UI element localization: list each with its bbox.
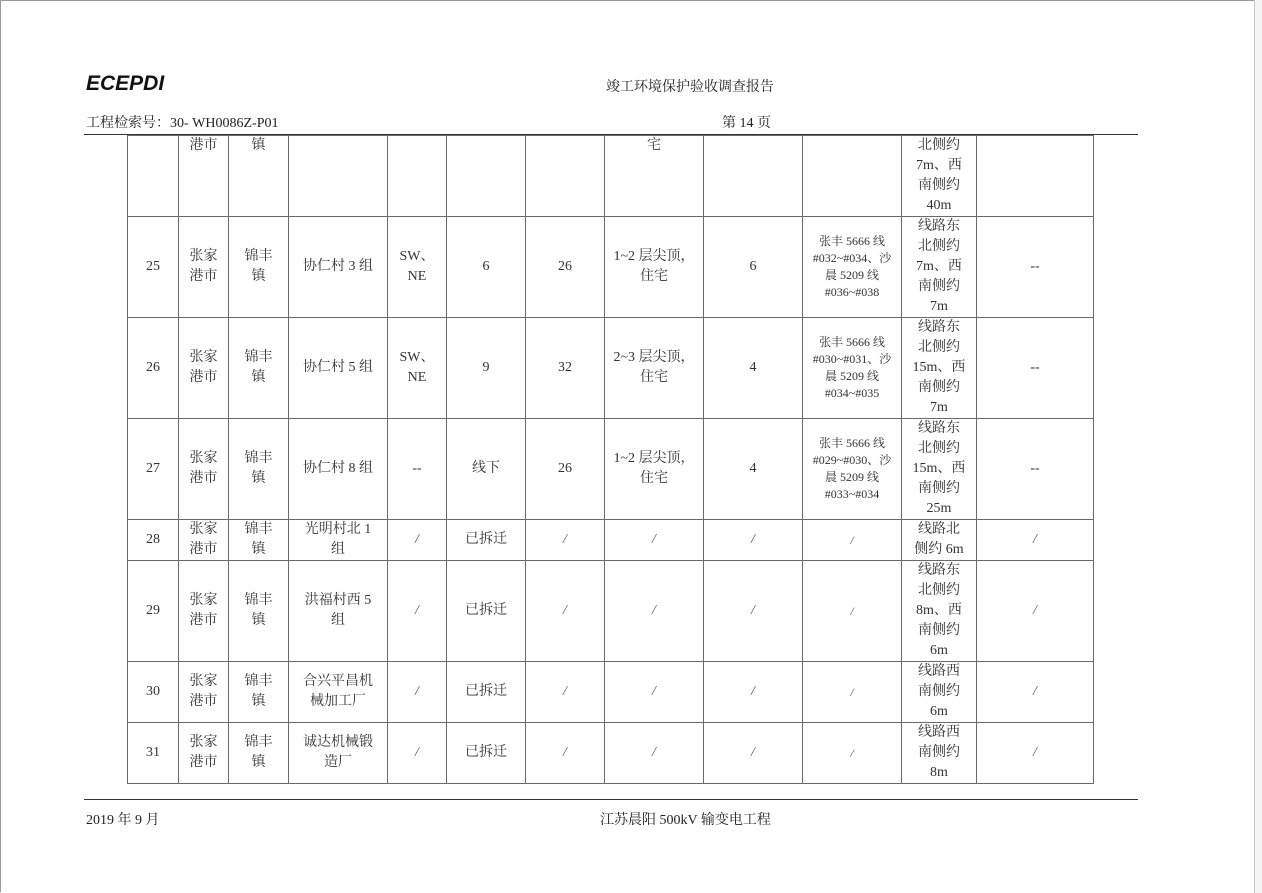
cell-households [526,136,605,217]
cell-remarks [977,662,1094,723]
cell-text-line: 8m [930,765,948,780]
cell-remarks [977,520,1094,561]
cell-direction [388,318,447,419]
cell-text-line: 26 [558,461,572,476]
cell-text-line: / [1033,603,1037,618]
cell-text-line: 7m [930,299,948,314]
cell-distance [447,561,526,662]
cell-text-line: SW、 [399,249,435,264]
table-row [128,419,1094,520]
cell-text-line: 2~3 层尖顶， [613,350,695,365]
cell-text-line: 南侧约 [918,481,960,496]
cell-line-position [902,318,977,419]
cell-text-line: 港市 [189,613,218,628]
cell-text-line: 镇 [251,138,266,153]
report-date: 2019 年 9 月 [86,813,160,828]
cell-text-line: 32 [558,360,572,375]
cell-text-line: 协仁村 3 组 [303,259,373,274]
cell-city [179,520,229,561]
cell-text-line: 组 [331,613,345,628]
cell-text-line: 锦丰 [244,249,273,264]
cell-text-line: / [415,532,419,547]
cell-line-towers [803,723,902,784]
cell-households [526,318,605,419]
cell-text-line: 25 [146,259,160,274]
cell-town [229,217,289,318]
cell-text-line: 北侧约 [918,583,960,598]
cell-line-position [902,723,977,784]
cell-distance [447,419,526,520]
cell-text-line: / [652,684,656,699]
cell-text-line: 港市 [189,269,218,284]
cell-households [526,419,605,520]
cell-text-line: / [850,745,854,760]
cell-text-line: 4 [749,360,757,375]
cell-text-line: 锦丰 [244,735,273,750]
cell-text-line: -- [1030,360,1040,375]
cell-building-type [605,561,704,662]
cell-text-line: -- [412,461,422,476]
cell-text-line: 张家 [189,674,218,689]
cell-row-index [128,318,179,419]
cell-building-type [605,520,704,561]
cell-text-line: 7m、西 [916,259,962,274]
cell-text-line: 晨 5209 线 [824,369,879,383]
cell-text-line: 张丰 5666 线 [818,335,885,349]
brand-logo-text: ECEPDI [86,72,165,95]
cell-households [526,217,605,318]
cell-town [229,419,289,520]
cell-distance [447,217,526,318]
cell-location [289,419,388,520]
cell-line-position [902,419,977,520]
cell-line-towers [803,662,902,723]
cell-text-line: -- [1030,461,1040,476]
cell-text-line: 7m、西 [916,158,962,173]
cell-text-line: 港市 [189,471,218,486]
cell-city [179,217,229,318]
cell-text-line: 港市 [189,694,218,709]
cell-line-position [902,520,977,561]
cell-text-line: 26 [558,259,572,274]
cell-city [179,318,229,419]
cell-text-line: #033~#034 [824,487,880,501]
cell-text-line: / [1033,532,1037,547]
cell-text-line: 港市 [189,542,218,557]
cell-text-line: 协仁村 8 组 [303,461,373,476]
cell-building-type [605,136,704,217]
cell-text-line: 15m、西 [912,461,966,476]
cell-text-line: 线路东 [918,421,960,436]
cell-text-line: 6 [749,259,757,274]
cell-text-line: NE [407,370,427,385]
cell-text-line: 锦丰 [244,350,273,365]
page-number: 第 14 页 [722,116,771,131]
cell-text-line: 北侧约 [918,340,960,355]
cell-text-line: 线路东 [918,563,960,578]
cell-text-line: 锦丰 [244,593,273,608]
cell-floors [704,419,803,520]
cell-text-line: 已拆迁 [465,532,507,547]
cell-text-line: 镇 [251,269,266,284]
cell-text-line: 6 [482,259,490,274]
cell-text-line: 25m [926,501,952,516]
cell-text-line: 械加工厂 [310,694,366,709]
cell-remarks [977,723,1094,784]
cell-distance [447,318,526,419]
cell-text-line: 晨 5209 线 [824,470,879,484]
cell-text-line: 26 [146,360,160,375]
cell-text-line: / [415,684,419,699]
cell-text-line: #029~#030、沙 [812,453,892,467]
cell-text-line: 4 [749,461,757,476]
cell-text-line: 镇 [251,694,266,709]
cell-text-line: 张丰 5666 线 [818,436,885,450]
cell-text-line: 协仁村 5 组 [303,360,373,375]
cell-row-index [128,419,179,520]
cell-text-line: 线路东 [918,320,960,335]
cell-line-towers [803,136,902,217]
cell-text-line: / [751,532,755,547]
cell-location [289,723,388,784]
cell-text-line: / [751,745,755,760]
cell-households [526,520,605,561]
cell-text-line: / [751,684,755,699]
cell-text-line: 南侧约 [918,745,960,760]
cell-text-line: 侧约 6m [914,542,964,557]
cell-text-line: -- [1030,259,1040,274]
cell-town [229,520,289,561]
table-body [128,136,1094,784]
cell-text-line: 7m [930,400,948,415]
cell-row-index [128,561,179,662]
cell-location [289,561,388,662]
cell-text-line: 40m [926,198,952,213]
cell-text-line: / [652,532,656,547]
cell-text-line: / [850,532,854,547]
cell-text-line: #036~#038 [824,285,880,299]
cell-line-position [902,217,977,318]
cell-text-line: 1~2 层尖顶， [613,249,695,264]
cell-city [179,136,229,217]
cell-text-line: 张家 [189,522,218,537]
cell-text-line: / [652,745,656,760]
cell-text-line: 镇 [251,613,266,628]
cell-distance [447,723,526,784]
cell-text-line: 住宅 [640,269,668,284]
cell-text-line: 张家 [189,350,218,365]
cell-direction [388,662,447,723]
footer-divider [84,799,1138,800]
cell-distance [447,662,526,723]
cell-text-line: #030~#031、沙 [812,352,892,366]
cell-text-line: 线路西 [918,725,960,740]
cell-direction [388,723,447,784]
cell-remarks [977,561,1094,662]
cell-building-type [605,217,704,318]
cell-remarks [977,217,1094,318]
cell-floors [704,662,803,723]
cell-text-line: 港市 [189,370,218,385]
cell-text-line: / [850,603,854,618]
cell-text-line: 北侧约 [918,441,960,456]
cell-line-towers [803,419,902,520]
cell-text-line: / [563,684,567,699]
cell-location [289,217,388,318]
cell-text-line: 锦丰 [244,674,273,689]
cell-line-towers [803,561,902,662]
cell-text-line: 6m [930,643,948,658]
cell-text-line: 港市 [189,138,218,153]
cell-text-line: / [415,745,419,760]
cell-text-line: 线路西 [918,664,960,679]
table-row [128,723,1094,784]
table-row [128,520,1094,561]
cell-direction [388,136,447,217]
cell-text-line: 30 [146,684,160,699]
project-reference-number: 工程检索号：30- WH0086Z-P01 [86,116,279,131]
cell-text-line: 张家 [189,593,218,608]
table-row [128,318,1094,419]
cell-text-line: 南侧约 [918,380,960,395]
cell-text-line: 1~2 层尖顶， [613,451,695,466]
cell-text-line: 南侧约 [918,623,960,638]
cell-text-line: 宅 [647,138,661,153]
cell-text-line: 洪福村西 5 [304,593,372,608]
cell-text-line: / [850,684,854,699]
cell-text-line: 镇 [251,471,266,486]
cell-location [289,136,388,217]
cell-text-line: 镇 [251,755,266,770]
cell-floors [704,561,803,662]
cell-text-line: 港市 [189,755,218,770]
cell-text-line: 6m [930,704,948,719]
cell-text-line: 张家 [189,735,218,750]
cell-text-line: 镇 [251,542,266,557]
cell-floors [704,318,803,419]
cell-town [229,318,289,419]
cell-text-line: 张家 [189,451,218,466]
cell-row-index [128,217,179,318]
cell-building-type [605,318,704,419]
cell-location [289,662,388,723]
cell-text-line: 已拆迁 [465,684,507,699]
cell-text-line: 张丰 5666 线 [818,234,885,248]
table-row [128,217,1094,318]
cell-text-line: 镇 [251,370,266,385]
cell-direction [388,561,447,662]
cell-city [179,662,229,723]
cell-remarks [977,318,1094,419]
cell-text-line: 8m、西 [916,603,962,618]
cell-location [289,318,388,419]
cell-line-towers [803,520,902,561]
cell-line-towers [803,318,902,419]
table-row [128,136,1094,217]
cell-text-line: 住宅 [640,370,668,385]
cell-text-line: 北侧约 [918,239,960,254]
cell-text-line: 造厂 [324,755,352,770]
cell-text-line: 组 [331,542,345,557]
cell-floors [704,217,803,318]
cell-text-line: / [563,745,567,760]
cell-households [526,723,605,784]
cell-text-line: / [563,603,567,618]
table-row [128,662,1094,723]
document-title: 竣工环境保护验收调查报告 [606,80,774,95]
cell-row-index [128,520,179,561]
cell-text-line: 已拆迁 [465,745,507,760]
cell-city [179,723,229,784]
cell-row-index [128,662,179,723]
cell-text-line: 线路北 [918,522,960,537]
cell-text-line: 锦丰 [244,451,273,466]
cell-distance [447,520,526,561]
cell-households [526,561,605,662]
cell-text-line: 南侧约 [918,279,960,294]
cell-households [526,662,605,723]
cell-text-line: / [1033,684,1037,699]
sensitive-targets-table [127,135,1094,784]
cell-floors [704,723,803,784]
cell-text-line: 31 [146,745,160,760]
cell-town [229,136,289,217]
cell-text-line: 晨 5209 线 [824,268,879,282]
cell-line-position [902,662,977,723]
cell-town [229,662,289,723]
cell-direction [388,217,447,318]
cell-town [229,561,289,662]
cell-text-line: 张家 [189,249,218,264]
cell-building-type [605,662,704,723]
cell-text-line: 线路东 [918,219,960,234]
cell-text-line: 15m、西 [912,360,966,375]
cell-text-line: / [415,603,419,618]
cell-city [179,561,229,662]
cell-text-line: 南侧约 [918,684,960,699]
cell-direction [388,520,447,561]
cell-floors [704,136,803,217]
cell-text-line: 南侧约 [918,178,960,193]
cell-city [179,419,229,520]
cell-text-line: / [563,532,567,547]
right-scroll-edge[interactable] [1254,0,1262,893]
cell-text-line: 光明村北 1 [304,522,372,537]
cell-distance [447,136,526,217]
cell-text-line: NE [407,269,427,284]
cell-line-position [902,561,977,662]
cell-text-line: 28 [146,532,160,547]
cell-line-towers [803,217,902,318]
cell-remarks [977,136,1094,217]
cell-text-line: SW、 [399,350,435,365]
cell-row-index [128,723,179,784]
cell-text-line: 29 [146,603,160,618]
cell-text-line: 北侧约 [918,138,960,153]
cell-row-index [128,136,179,217]
cell-text-line: #032~#034、沙 [812,251,892,265]
cell-text-line: / [652,603,656,618]
cell-text-line: / [751,603,755,618]
cell-direction [388,419,447,520]
cell-building-type [605,419,704,520]
cell-text-line: #034~#035 [824,386,880,400]
cell-location [289,520,388,561]
cell-line-position [902,136,977,217]
cell-building-type [605,723,704,784]
cell-text-line: / [1033,745,1037,760]
cell-text-line: 诚达机械锻 [303,735,373,750]
cell-text-line: 27 [146,461,160,476]
cell-text-line: 住宅 [640,471,668,486]
cell-town [229,723,289,784]
cell-text-line: 锦丰 [244,522,273,537]
cell-text-line: 线下 [472,461,500,476]
cell-remarks [977,419,1094,520]
table-row [128,561,1094,662]
cell-text-line: 9 [482,360,490,375]
cell-floors [704,520,803,561]
cell-text-line: 合兴平昌机 [303,674,373,689]
project-name: 江苏晨阳 500kV 输变电工程 [600,813,771,828]
cell-text-line: 已拆迁 [465,603,507,618]
